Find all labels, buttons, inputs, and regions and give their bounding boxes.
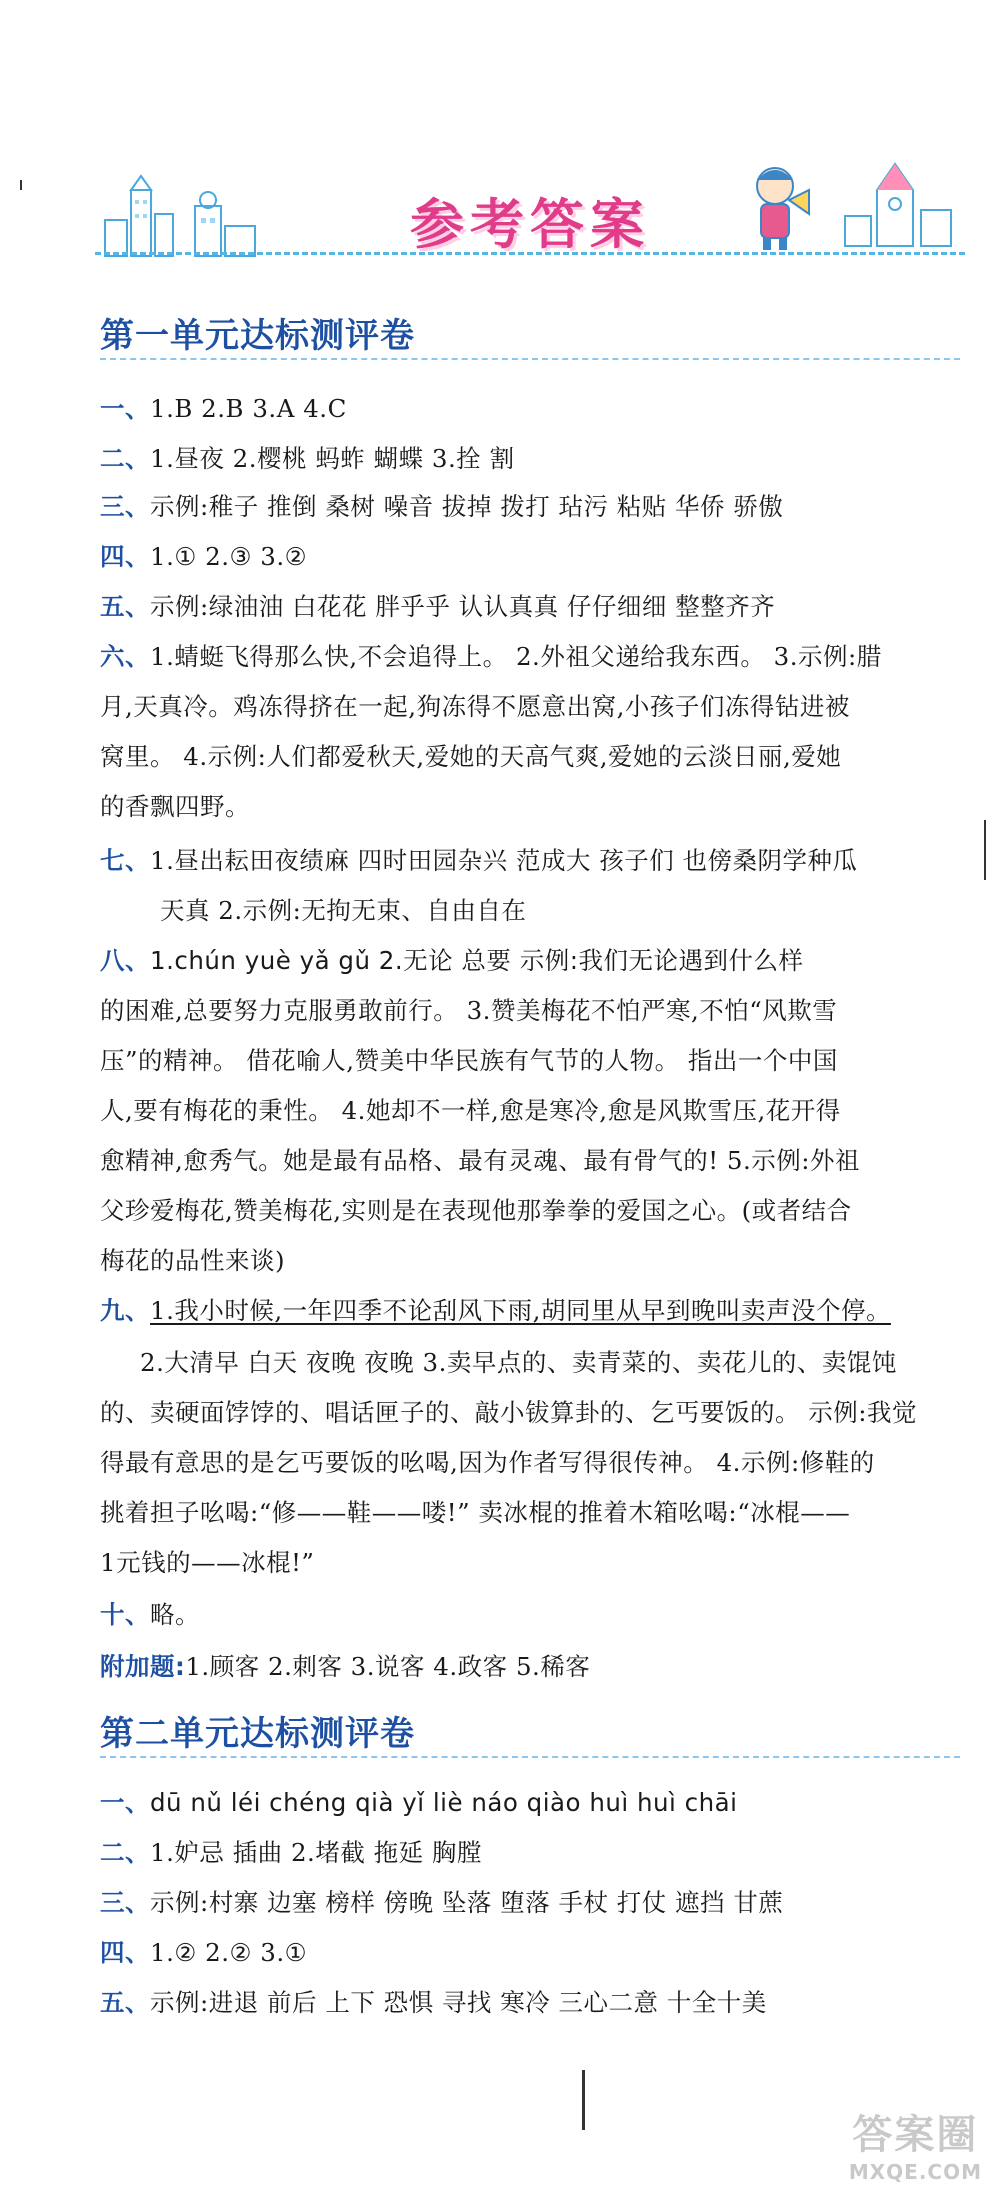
unit1-line: 九、1.我小时候,一年四季不论刮风下雨,胡同里从早到晚叫卖声没个停。 [100,1296,891,1325]
unit1-line: 一、1.B 2.B 3.A 4.C [100,394,347,423]
unit2-line: 三、示例:村寨 边塞 榜样 傍晚 坠落 堕落 手杖 打仗 遮挡 甘蔗 [100,1888,784,1917]
unit1-line: 父珍爱梅花,赞美梅花,实则是在表现他那拳拳的爱国之心。(或者结合 [100,1196,852,1225]
unit1-line: 十、略。 [100,1600,200,1629]
unit2-title-rule [100,1756,960,1758]
unit1-line: 愈精神,愈秀气。她是最有品格、最有灵魂、最有骨气的! 5.示例:外祖 [100,1146,861,1175]
unit1-line: 2.大清早 白天 夜晚 夜晚 3.卖早点的、卖青菜的、卖花儿的、卖馄饨 [140,1348,897,1377]
unit1-line: 得最有意思的是乞丐要饭的吆喝,因为作者写得很传神。 4.示例:修鞋的 [100,1448,875,1477]
unit1-title: 第一单元达标测评卷 [100,316,415,356]
girl-with-megaphone-icon [735,160,815,252]
unit1-line: 梅花的品性来谈) [100,1246,286,1275]
unit2-title: 第二单元达标测评卷 [100,1714,415,1754]
unit1-line: 窝里。 4.示例:人们都爱秋天,爱她的天高气爽,爱她的云淡日丽,爱她 [100,742,842,771]
header-banner [95,160,965,270]
unit1-line: 压”的精神。 借花喻人,赞美中华民族有气节的人物。 指出一个中国 [100,1046,838,1075]
right-margin-mark [984,820,986,880]
unit1-line: 天真 2.示例:无拘无束、自由自在 [160,896,527,925]
unit1-line: 的、卖硬面饽饽的、唱话匣子的、敲小钹算卦的、乞丐要饭的。 示例:我觉 [100,1398,918,1427]
rocket-buildings-right-icon [835,160,965,252]
unit2-line: 四、1.② 2.② 3.① [100,1938,308,1967]
scan-mark [20,180,22,190]
unit2-line: 二、1.妒忌 插曲 2.堵截 拖延 胸膛 [100,1838,482,1867]
unit1-title-rule [100,358,960,360]
unit1-line: 八、1.chún yuè yǎ gǔ 2.无论 总要 示例:我们无论遇到什么样 [100,946,804,975]
unit1-line: 的香飘四野。 [100,792,250,821]
site-watermark: 答案圈 MXQE.COM [848,2112,982,2184]
unit1-line: 五、示例:绿油油 白花花 胖乎乎 认认真真 仔仔细细 整整齐齐 [100,592,776,621]
unit1-line: 二、1.昼夜 2.樱桃 蚂蚱 蝴蝶 3.拴 割 [100,444,515,473]
unit1-line: 的困难,总要努力克服勇敢前行。 3.赞美梅花不怕严寒,不怕“风欺雪 [100,996,838,1025]
unit1-line: 附加题:1.顾客 2.刺客 3.说客 4.政客 5.稀客 [100,1652,591,1681]
unit1-line: 四、1.① 2.③ 3.② [100,542,308,571]
unit1-line: 三、示例:稚子 推倒 桑树 噪音 拔掉 拨打 玷污 粘贴 华侨 骄傲 [100,492,784,521]
unit1-line: 1元钱的——冰棍!” [100,1548,315,1577]
unit1-line: 挑着担子吆喝:“修——鞋——喽!” 卖冰棍的推着木箱吆喝:“冰棍—— [100,1498,851,1527]
unit1-line: 六、1.蜻蜓飞得那么快,不会追得上。 2.外祖父递给我东西。 3.示例:腊 [100,642,882,671]
unit2-line: 五、示例:进退 前后 上下 恐惧 寻找 寒冷 三心二意 十全十美 [100,1988,767,2017]
bottom-margin-mark [582,2070,585,2130]
unit2-line: 一、dū nǔ léi chéng qià yǐ liè náo qiào huì huì chāi [100,1788,738,1817]
banner-divider [95,252,965,255]
unit1-line: 月,天真冷。鸡冻得挤在一起,狗冻得不愿意出窝,小孩子们冻得钻进被 [100,692,850,721]
unit1-line: 人,要有梅花的秉性。 4.她却不一样,愈是寒冷,愈是风欺雪压,花开得 [100,1096,841,1125]
page-title: 参考答案 [410,193,650,256]
unit1-line: 七、1.昼出耘田夜绩麻 四时田园杂兴 范成大 孩子们 也傍桑阴学种瓜 [100,846,858,875]
